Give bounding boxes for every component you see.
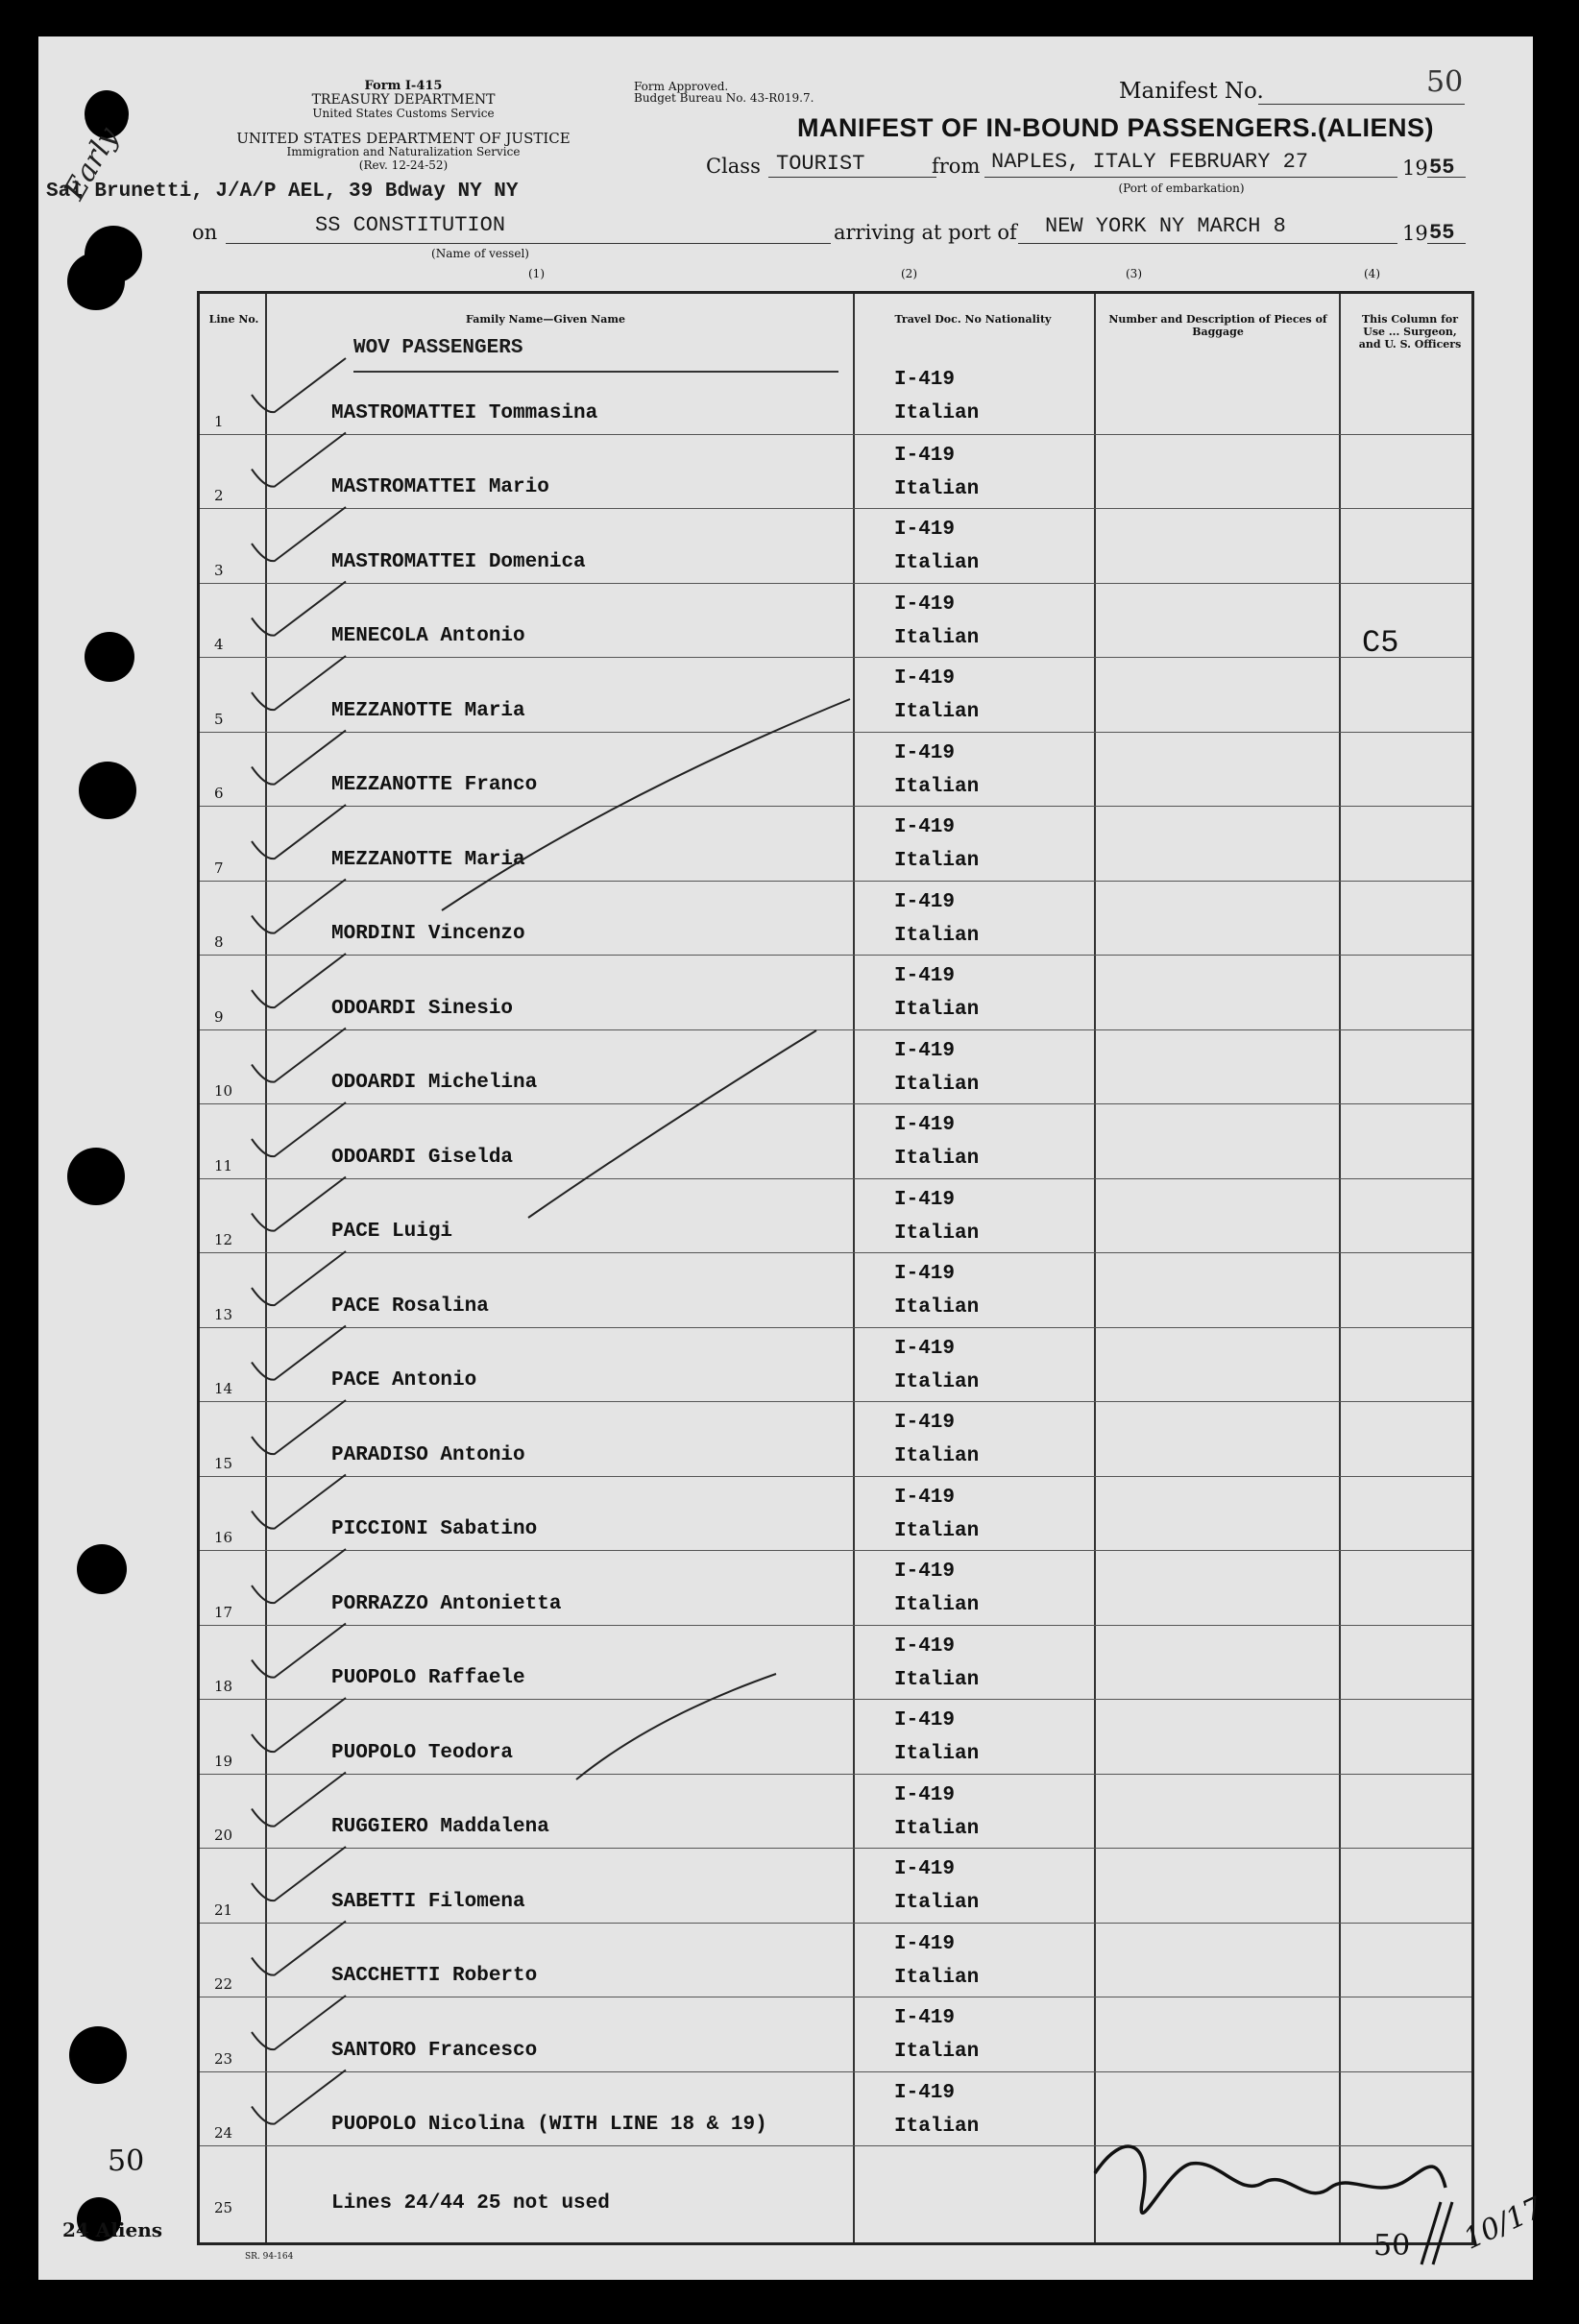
manifest-no-label: Manifest No. [1119,79,1264,104]
passenger-name: PACE Antonio [331,1369,477,1392]
check-mark [252,1029,346,1082]
line-number: 21 [214,1900,233,1919]
passenger-name: PUOPOLO Raffaele [331,1667,525,1689]
left-count: 50 [108,2144,145,2178]
nationality: Italian [894,1222,980,1245]
nationality: Italian [894,1743,980,1765]
nationality: Italian [894,701,980,723]
travel-doc-number: I-419 [894,1561,956,1583]
nationality: Italian [894,775,980,798]
travel-doc-number: I-419 [894,667,956,690]
check-mark [252,433,346,487]
check-mark [252,1549,346,1603]
customs-label: United States Customs Service [312,107,495,120]
nationality: Italian [894,626,980,649]
pen-stroke [442,699,850,910]
travel-doc-number: I-419 [894,965,956,987]
vessel-label: (Name of vessel) [431,247,529,260]
check-mark [252,1773,346,1827]
passenger-name: RUGGIERO Maddalena [331,1816,549,1838]
line-number: 11 [214,1156,233,1174]
passenger-name: PICCIONI Sabatino [331,1518,538,1540]
travel-doc-number: I-419 [894,1337,956,1360]
check-mark [252,805,346,859]
passenger-name: MASTROMATTEI Mario [331,476,549,498]
signature [1095,2146,1445,2213]
nationality: Italian [894,1445,980,1467]
passenger-name: PUOPOLO Nicolina (WITH LINE 18 & 19) [331,2114,767,2136]
check-mark [252,656,346,710]
line-number: 14 [214,1380,233,1397]
from-label: from [932,155,981,178]
check-mark [252,1251,346,1305]
col-num-3: (3) [1126,267,1142,280]
line-number: 4 [214,636,224,653]
line-number: 16 [214,1529,233,1546]
line-number: 8 [214,933,224,951]
nationality: Italian [894,924,980,947]
officer-header: This Column for Use ... Surgeon, and U. S. Officers [1358,313,1462,351]
form-number: Form I-415 [364,79,443,93]
nationality: Italian [894,552,980,574]
nationality: Italian [894,1892,980,1914]
arriving-label: arriving at port of [834,221,1017,244]
line-number: 15 [214,1454,233,1472]
travel-doc-number: I-419 [894,1114,956,1136]
port-embark-label: (Port of embarkation) [1118,182,1245,195]
travel-doc-number: I-419 [894,1858,956,1880]
travel-doc-number: I-419 [894,1188,956,1211]
year-value-2: 55 [1429,221,1455,245]
name-header: Family Name—Given Name [466,313,625,326]
check-mark [252,1996,346,2049]
col-num-2: (2) [901,267,917,280]
form-approved: Form Approved. [634,80,729,93]
agent-line: Sal Brunetti, J/A/P AEL, 39 Bdway NY NY [46,181,519,203]
passenger-name: Lines 24/44 25 not used [331,2191,610,2215]
from-value: NAPLES, ITALY FEBRUARY 27 [991,150,1309,174]
line-number: 3 [214,561,224,579]
travel-doc-number: I-419 [894,1709,956,1731]
travel-doc-number: I-419 [894,1039,956,1062]
officer-note: C5 [1362,625,1399,661]
year-prefix-1: 19 [1402,157,1428,180]
nationality: Italian [894,1668,980,1691]
line-number: 22 [214,1975,233,1993]
line-number: 6 [214,785,224,802]
check-mark [252,731,346,785]
nationality: Italian [894,2041,980,2063]
check-mark [252,1475,346,1529]
on-label: on [192,221,218,244]
travel-doc-number: I-419 [894,444,956,467]
passenger-name: ODOARDI Sinesio [331,997,514,1020]
line-number: 1 [214,412,224,430]
passenger-name: SANTORO Francesco [331,2039,538,2062]
arriving-value: NEW YORK NY MARCH 8 [1045,214,1286,238]
check-mark [252,1847,346,1900]
passenger-name: MEZZANOTTE Franco [331,774,538,796]
line-number: 10 [214,1082,233,1100]
ins-label: Immigration and Naturalization Service [286,145,521,158]
line-number: 23 [214,2049,233,2068]
travel-doc-number: I-419 [894,2007,956,2029]
nationality: Italian [894,1073,980,1096]
pen-marks [38,36,1533,2280]
budget-bureau: Budget Bureau No. 43-R019.7. [634,91,814,105]
aliens-note: 24 Aliens [62,2218,163,2241]
pen-stroke [528,1030,816,1218]
doc-header: Travel Doc. No Nationality [894,313,1052,326]
year-value-1: 55 [1429,156,1455,180]
passenger-name: PACE Luigi [331,1221,453,1243]
col-num-1: (1) [528,267,545,280]
nationality: Italian [894,1370,980,1393]
passenger-name: MEZZANOTTE Maria [331,699,525,722]
check-mark [252,1102,346,1156]
travel-doc-number: I-419 [894,1263,956,1285]
line-number: 2 [214,487,224,504]
baggage-header: Number and Description of Pieces of Baggage [1108,313,1327,338]
passenger-name: PARADISO Antonio [331,1443,525,1466]
travel-doc-number: I-419 [894,519,956,541]
check-mark [252,1400,346,1454]
travel-doc-number: I-419 [894,1412,956,1434]
check-mark [252,1624,346,1678]
nationality: Italian [894,477,980,500]
class-value: TOURIST [776,152,865,176]
line-number: 24 [214,2124,233,2142]
travel-doc-number: I-419 [894,593,956,616]
nationality: Italian [894,999,980,1021]
nationality: Italian [894,850,980,872]
check-mark [252,1698,346,1752]
passenger-name: MENECOLA Antonio [331,625,525,647]
passenger-name: PUOPOLO Teodora [331,1741,514,1764]
passenger-name: ODOARDI Michelina [331,1072,538,1094]
rev-label: (Rev. 12-24-52) [358,158,449,172]
section-label: WOV PASSENGERS [353,337,523,359]
vessel-name: SS CONSTITUTION [315,213,506,237]
passenger-name: MASTROMATTEI Domenica [331,550,586,573]
passenger-name: MEZZANOTTE Maria [331,848,525,871]
check-mark [252,507,346,561]
check-mark [252,954,346,1007]
fraction-note: 10/17 [1458,2191,1548,2257]
col-num-4: (4) [1364,267,1380,280]
line-number: 17 [214,1603,233,1621]
slash-mark [1433,2202,1452,2264]
check-mark [252,1326,346,1380]
line-number: 12 [214,1231,233,1248]
passenger-name: SABETTI Filomena [331,1890,525,1913]
treasury-label: TREASURY DEPARTMENT [311,92,496,108]
right-count: 50 [1373,2229,1411,2263]
passenger-name: ODOARDI Giselda [331,1146,514,1169]
pen-stroke [576,1674,776,1779]
check-mark [252,1922,346,1975]
nationality: Italian [894,1148,980,1170]
travel-doc-number: I-419 [894,890,956,913]
check-mark [252,358,346,412]
printer-mark: SR. 94-164 [245,2252,294,2262]
line-number: 5 [214,710,224,728]
check-mark [252,582,346,636]
manifest-no-value: 50 [1426,65,1464,99]
nationality: Italian [894,1519,980,1542]
passenger-name: PORRAZZO Antonietta [331,1592,562,1615]
manifest-title: MANIFEST OF IN-BOUND PASSENGERS.(ALIENS) [797,113,1435,142]
nationality: Italian [894,1966,980,1989]
line-number: 20 [214,1827,233,1844]
nationality: Italian [894,1594,980,1616]
line-number: 19 [214,1752,233,1770]
line-number: 9 [214,1007,224,1026]
year-prefix-2: 19 [1402,222,1428,245]
line-number: 18 [214,1678,233,1695]
class-label: Class [706,155,761,178]
line-number: 13 [214,1305,233,1323]
passenger-name: SACCHETTI Roberto [331,1965,538,1987]
nationality: Italian [894,1817,980,1840]
travel-doc-number: I-419 [894,1634,956,1658]
travel-doc-number: I-419 [894,741,956,764]
slash-mark [1421,2202,1441,2264]
travel-doc-number: I-419 [894,816,956,838]
check-mark [252,1177,346,1231]
nationality: Italian [894,2115,980,2138]
line-number: 25 [214,2198,233,2216]
manifest-sheet [38,36,1548,2280]
travel-doc-number: I-419 [894,1486,956,1509]
passenger-name: MORDINI Vincenzo [331,923,525,945]
line-number: 7 [214,859,224,877]
travel-doc-number: I-419 [894,1932,956,1955]
justice-label: UNITED STATES DEPARTMENT OF JUSTICE [236,130,571,147]
nationality: Italian [894,1296,980,1319]
travel-doc-number: I-419 [894,369,956,391]
passenger-name: PACE Rosalina [331,1295,489,1318]
check-mark [252,2070,346,2124]
travel-doc-number: I-419 [894,2081,956,2104]
travel-doc-number: I-419 [894,1783,956,1806]
line-no-header: Line No. [208,313,259,326]
passenger-name: MASTROMATTEI Tommasina [331,401,598,424]
nationality: Italian [894,402,980,424]
check-mark [252,880,346,933]
margin-note: Early [58,121,126,206]
